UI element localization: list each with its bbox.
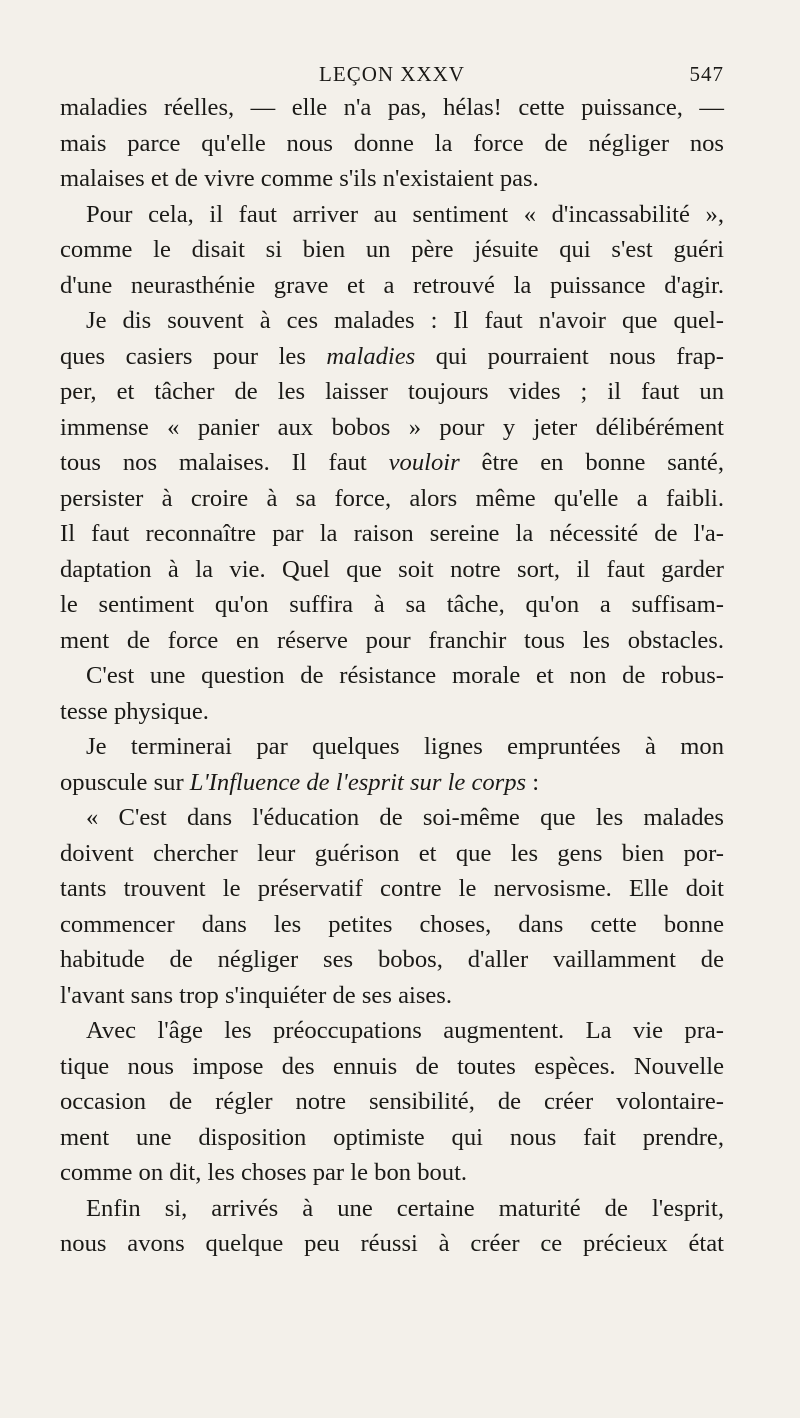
text-line: comme le disait si bien un père jésuite qui s'est guéri <box>60 236 724 263</box>
text-line: daptation à la vie. Quel que soit notre sort, il faut garder <box>60 555 724 583</box>
text-line: tants trouvent le préservatif contre le nervosisme. Elle doit <box>60 875 724 902</box>
text-line: C'est une question de résistance morale et non de robus- <box>86 662 724 689</box>
text-segment: : <box>526 768 540 796</box>
text-segment: être en bonne santé, <box>459 449 724 476</box>
book-title: L'Influence de l'esprit sur le corps <box>189 768 527 796</box>
running-head: LEÇON XXXV <box>319 62 465 86</box>
text-line: occasion de régler notre sensibilité, de créer volontaire- <box>60 1088 724 1115</box>
text-segment: tous nos malaises. Il faut <box>60 449 389 476</box>
text-line: Il faut reconnaître par la raison sereine la nécessité de l'a- <box>60 520 724 547</box>
text-line: mais parce qu'elle nous donne la force de négliger nos <box>60 129 724 157</box>
text-line: persister à croire à sa force, alors même qu'elle a faibli. <box>60 484 724 512</box>
text-line: commencer dans les petites choses, dans cette bonne <box>60 910 724 938</box>
text-line: Avec l'âge les préoccupations augmentent. La vie pra- <box>86 1017 724 1044</box>
text-line: Enfin si, arrivés à une certaine maturité de l'esprit, <box>86 1194 724 1222</box>
text-line: per, et tâcher de les laisser toujours vides ; il faut un <box>60 378 724 405</box>
text-line: « C'est dans l'éducation de soi-même que les malades <box>86 804 724 831</box>
body-text <box>60 90 724 1262</box>
text-line: ment de force en réserve pour franchir tous les obstacles. <box>60 626 724 654</box>
text-line: Je terminerai par quelques lignes empruntées à mon <box>86 733 724 760</box>
text-segment: opuscule sur <box>60 768 190 796</box>
text-segment: qui pourraient nous frap- <box>415 342 724 370</box>
text-line: l'avant sans trop s'inquiéter de ses aises. <box>60 981 453 1009</box>
text-line: tesse physique. <box>60 697 209 725</box>
page-number: 547 <box>689 62 724 86</box>
text-line: habitude de négliger ses bobos, d'aller vaillamment de <box>60 946 724 973</box>
text-line: maladies réelles, — elle n'a pas, hélas! cette puissance, — <box>60 94 724 121</box>
text-line: Je dis souvent à ces malades : Il faut n'avoir que quel- <box>86 307 724 334</box>
page-header <box>60 62 724 86</box>
emphasis: maladies <box>326 342 416 370</box>
text-line: Pour cela, il faut arriver au sentiment « d'incassabilité », <box>86 200 724 228</box>
text-line: malaises et de vivre comme s'ils n'existaient pas. <box>60 165 539 192</box>
text-line: doivent chercher leur guérison et que les gens bien por- <box>60 839 724 867</box>
text-line: d'une neurasthénie grave et a retrouvé la puissance d'agir. <box>60 271 724 299</box>
text-line <box>60 445 724 481</box>
emphasis: vouloir <box>388 449 460 476</box>
text-line: le sentiment qu'on suffira à sa tâche, qu'on a suffisam- <box>60 591 724 618</box>
text-line: nous avons quelque peu réussi à créer ce précieux état <box>60 1230 724 1257</box>
text-line: ment une disposition optimiste qui nous fait prendre, <box>60 1123 724 1151</box>
text-line: immense « panier aux bobos » pour y jeter délibérément <box>60 413 724 441</box>
text-line: tique nous impose des ennuis de toutes espèces. Nouvelle <box>60 1052 724 1080</box>
text-line <box>60 339 724 375</box>
text-line <box>60 765 724 801</box>
text-line: comme on dit, les choses par le bon bout. <box>60 1159 468 1186</box>
text-segment: ques casiers pour les <box>60 342 327 370</box>
